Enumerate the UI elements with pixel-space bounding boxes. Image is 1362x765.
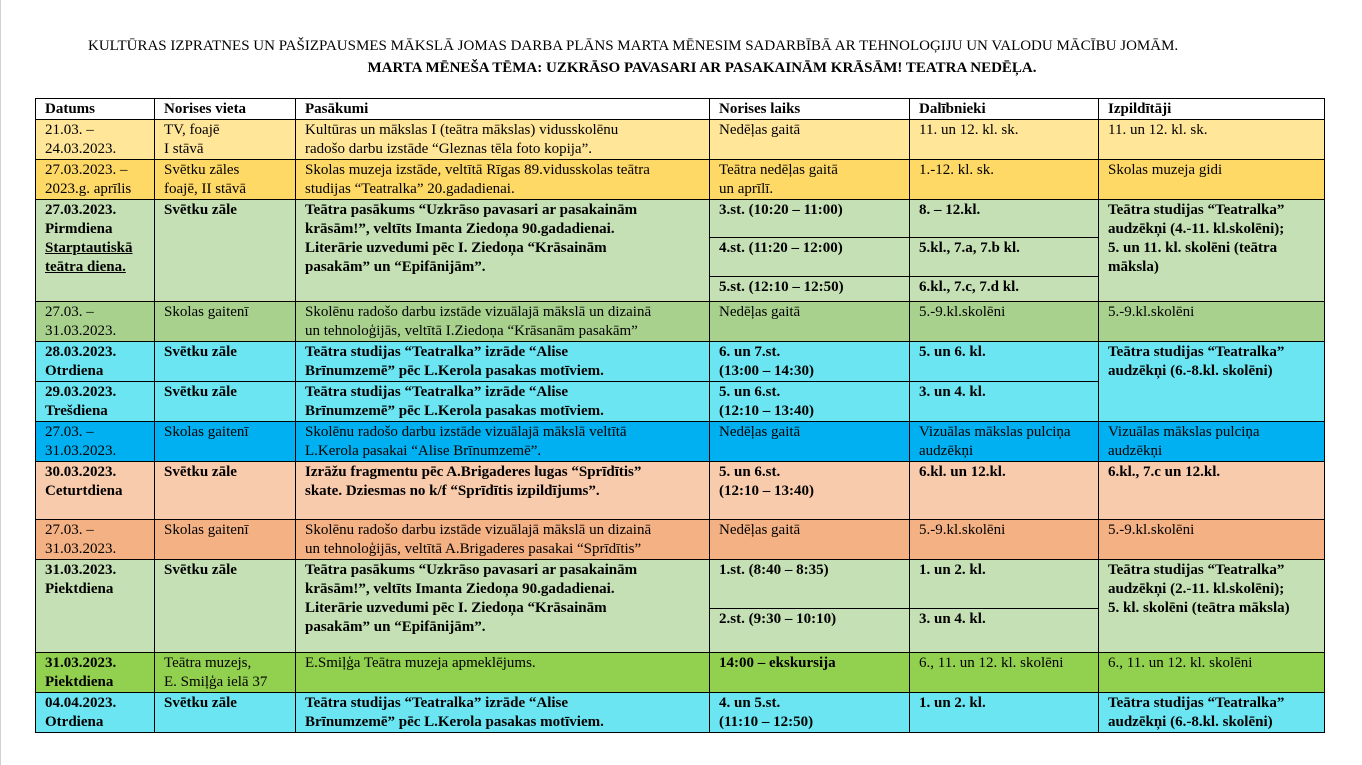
event-cell: Skolēnu radošo darbu izstāde vizuālajā mākslā un dizainā un tehnoloģijās, veltītā A.Brigaderes pasakai “Sprīdītis”: [296, 520, 710, 560]
participants-cell: 5. un 6. kl.: [910, 342, 1099, 382]
column-header: Pasākumi: [296, 99, 710, 120]
participants-slot-cell: 6.kl., 7.c, 7.d kl.: [910, 277, 1099, 302]
performers-cell: 11. un 12. kl. sk.: [1099, 120, 1325, 160]
performers-cell: Teātra studijas “Teatralka” audzēkņi (6.-8.kl. skolēni): [1099, 693, 1325, 733]
table-row: [36, 422, 1325, 462]
time-cell: 5. un 6.st. (12:10 – 13:40): [710, 462, 910, 520]
column-header: Dalībnieki: [910, 99, 1099, 120]
event-cell: Skolēnu radošo darbu izstāde vizuālajā mākslā un dizainā un tehnoloģijās, veltītā I.Ziedoņa “Krāsanām pasakām”: [296, 302, 710, 342]
performers-cell: 5.-9.kl.skolēni: [1099, 302, 1325, 342]
place-cell: Teātra muzejs, E. Smiļģa ielā 37: [155, 653, 296, 693]
place-cell: Svētku zāles foajē, II stāvā: [155, 160, 296, 200]
event-cell: Teātra pasākums “Uzkrāso pavasari ar pasakainām krāsām!”, veltīts Imanta Ziedoņa 90.gadadienai. Literārie uzvedumi pēc I. Ziedoņa “Krāsainām pasakām” un “Epifānijām”.: [296, 200, 710, 302]
date-cell: 04.04.2023. Otrdiena: [36, 693, 155, 733]
table-row: [36, 560, 1325, 609]
event-cell: Teātra pasākums “Uzkrāso pavasari ar pasakainām krāsām!”, veltīts Imanta Ziedoņa 90.gadadienai. Literārie uzvedumi pēc I. Ziedoņa “Krāsainām pasakām” un “Epifānijām”.: [296, 560, 710, 653]
place-cell: Svētku zāle: [155, 462, 296, 520]
time-cell: 6. un 7.st. (13:00 – 14:30): [710, 342, 910, 382]
place-cell: Svētku zāle: [155, 560, 296, 653]
table-row: [36, 520, 1325, 560]
performers-cell: Teātra studijas “Teatralka” audzēkņi (2.-11. kl.skolēni); 5. kl. skolēni (teātra māksla): [1099, 560, 1325, 653]
participants-cell: 6.kl. un 12.kl.: [910, 462, 1099, 520]
participants-slot-cell: 1. un 2. kl.: [910, 560, 1099, 609]
time-cell: 4. un 5.st. (11:10 – 12:50): [710, 693, 910, 733]
place-cell: Skolas gaitenī: [155, 520, 296, 560]
table-row: [36, 462, 1325, 520]
participants-cell: 1. un 2. kl.: [910, 693, 1099, 733]
event-cell: E.Smiļģa Teātra muzeja apmeklējums.: [296, 653, 710, 693]
participants-cell: 5.-9.kl.skolēni: [910, 520, 1099, 560]
document-title: KULTŪRAS IZPRATNES UN PAŠIZPAUSMES MĀKSLĀ JOMAS DARBA PLĀNS MARTA MĒNESIM SADARBĪBĀ AR TEHNOLOĢIJU UN VALODU MĀCĪBU JOMĀM.: [88, 38, 1179, 54]
event-cell: Izrāžu fragmentu pēc A.Brigaderes lugas “Sprīdītis” skate. Dziesmas no k/f “Sprīdītis izpildījums”.: [296, 462, 710, 520]
participants-cell: 1.-12. kl. sk.: [910, 160, 1099, 200]
date-cell: 27.03. – 31.03.2023.: [36, 520, 155, 560]
page-edge: [0, 0, 1, 765]
column-header: Izpildītāji: [1099, 99, 1325, 120]
column-header: Norises laiks: [710, 99, 910, 120]
column-header: Norises vieta: [155, 99, 296, 120]
place-cell: Svētku zāle: [155, 200, 296, 302]
time-cell: 14:00 – ekskursija: [710, 653, 910, 693]
date-cell: 27.03. – 31.03.2023.: [36, 422, 155, 462]
table-row: [36, 653, 1325, 693]
table-row: [36, 200, 1325, 238]
table-header-row: [36, 99, 1325, 120]
place-cell: Svētku zāle: [155, 342, 296, 382]
table-row: [36, 342, 1325, 382]
participants-cell: 5.-9.kl.skolēni: [910, 302, 1099, 342]
time-cell: Nedēļas gaitā: [710, 422, 910, 462]
event-cell: Kultūras un mākslas I (teātra mākslas) vidusskolēnu radošo darbu izstāde “Gleznas tēla foto kopija”.: [296, 120, 710, 160]
time-cell: Nedēļas gaitā: [710, 302, 910, 342]
document-theme: MARTA MĒNEŠA TĒMA: UZKRĀSO PAVASARI AR PASAKAINĀM KRĀSĀM! TEATRA NEDĒĻA.: [367, 60, 1037, 76]
time-cell: Nedēļas gaitā: [710, 520, 910, 560]
time-slot-cell: 5.st. (12:10 – 12:50): [710, 277, 910, 302]
date-cell: 27.03. – 31.03.2023.: [36, 302, 155, 342]
schedule-table: [35, 98, 1325, 733]
date-cell: 29.03.2023. Trešdiena: [36, 382, 155, 422]
performers-cell: Teātra studijas “Teatralka” audzēkņi (4.-11. kl.skolēni); 5. un 11. kl. skolēni (teātra māksla): [1099, 200, 1325, 302]
participants-cell: 3. un 4. kl.: [910, 382, 1099, 422]
date-cell: 31.03.2023. Piektdiena: [36, 560, 155, 653]
time-slot-cell: 2.st. (9:30 – 10:10): [710, 609, 910, 653]
participants-cell: Vizuālas mākslas pulciņa audzēkņi: [910, 422, 1099, 462]
event-cell: Skolas muzeja izstāde, veltītā Rīgas 89.vidusskolas teātra studijas “Teatralka” 20.gadadienai.: [296, 160, 710, 200]
place-cell: Svētku zāle: [155, 693, 296, 733]
participants-slot-cell: 8. – 12.kl.: [910, 200, 1099, 238]
participants-slot-cell: 3. un 4. kl.: [910, 609, 1099, 653]
place-cell: Skolas gaitenī: [155, 422, 296, 462]
performers-cell: 5.-9.kl.skolēni: [1099, 520, 1325, 560]
event-cell: Teātra studijas “Teatralka” izrāde “Alise Brīnumzemē” pēc L.Kerola pasakas motīviem.: [296, 382, 710, 422]
time-slot-cell: 4.st. (11:20 – 12:00): [710, 238, 910, 277]
table-row: [36, 693, 1325, 733]
date-cell: 30.03.2023. Ceturtdiena: [36, 462, 155, 520]
performers-cell: Teātra studijas “Teatralka” audzēkņi (6.-8.kl. skolēni): [1099, 342, 1325, 422]
place-cell: Skolas gaitenī: [155, 302, 296, 342]
date-cell: 27.03.2023. – 2023.g. aprīlis: [36, 160, 155, 200]
column-header: Datums: [36, 99, 155, 120]
event-cell: Teātra studijas “Teatralka” izrāde “Alise Brīnumzemē” pēc L.Kerola pasakas motīviem.: [296, 693, 710, 733]
place-cell: Svētku zāle: [155, 382, 296, 422]
date-cell: 27.03.2023. Pirmdiena Starptautiskā teātra diena.: [36, 200, 155, 302]
performers-cell: Vizuālas mākslas pulciņa audzēkņi: [1099, 422, 1325, 462]
time-cell: Teātra nedēļas gaitā un aprīlī.: [710, 160, 910, 200]
performers-cell: 6., 11. un 12. kl. skolēni: [1099, 653, 1325, 693]
event-cell: Teātra studijas “Teatralka” izrāde “Alise Brīnumzemē” pēc L.Kerola pasakas motīviem.: [296, 342, 710, 382]
participants-cell: 11. un 12. kl. sk.: [910, 120, 1099, 160]
table-row: [36, 302, 1325, 342]
place-cell: TV, foajē I stāvā: [155, 120, 296, 160]
event-cell: Skolēnu radošo darbu izstāde vizuālajā mākslā veltītā L.Kerola pasakai “Alise Brīnumzemē”.: [296, 422, 710, 462]
date-cell: 21.03. – 24.03.2023.: [36, 120, 155, 160]
time-slot-cell: 1.st. (8:40 – 8:35): [710, 560, 910, 609]
performers-cell: Skolas muzeja gidi: [1099, 160, 1325, 200]
participants-slot-cell: 5.kl., 7.a, 7.b kl.: [910, 238, 1099, 277]
time-cell: Nedēļas gaitā: [710, 120, 910, 160]
date-cell: 28.03.2023. Otrdiena: [36, 342, 155, 382]
date-cell: 31.03.2023. Piektdiena: [36, 653, 155, 693]
participants-cell: 6., 11. un 12. kl. skolēni: [910, 653, 1099, 693]
performers-cell: 6.kl., 7.c un 12.kl.: [1099, 462, 1325, 520]
table-row: [36, 160, 1325, 200]
table-row: [36, 120, 1325, 160]
time-slot-cell: 3.st. (10:20 – 11:00): [710, 200, 910, 238]
time-cell: 5. un 6.st. (12:10 – 13:40): [710, 382, 910, 422]
